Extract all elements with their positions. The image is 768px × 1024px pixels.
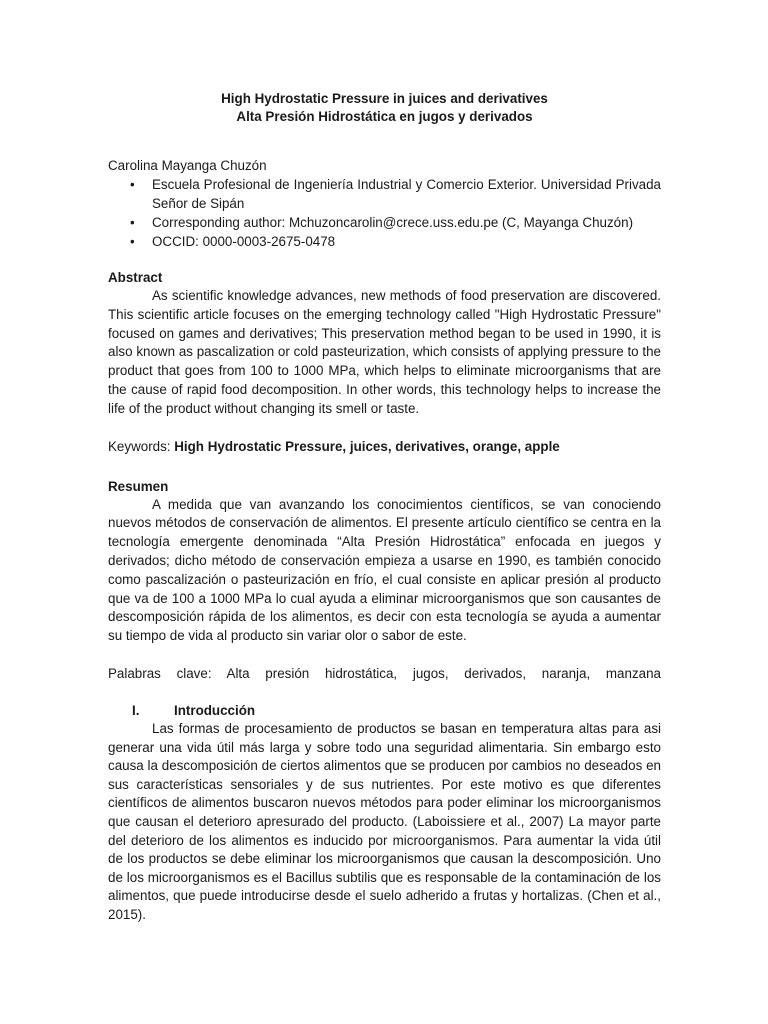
resumen-text: A medida que van avanzando los conocimientos científicos, se van conociendo nuevos métodos de conservación de alimentos. El presente artículo científico se centra en la tecnología emergente denominada “Alta Presión Hidrostática” enfocada en juegos y derivados; dicho método de conservación empieza a usarse en 1990, es también conocido como pascalización o pasteurización en frío, el cual consiste en aplicar presión al producto que va de 100 a 1000 MPa lo cual ayuda a eliminar microorganismos que son causantes de descomposición rápida de los alimentos, es decir con esta tecnología se ayuda a aumentar su tiempo de vida al producto sin variar olor o sabor de este. (108, 496, 661, 644)
section-title: Introducción (174, 702, 256, 718)
palabras-clave-line: Palabras clave: Alta presión hidrostática, jugos, derivados, naranja, manzana (108, 665, 661, 681)
bullet-icon: • (130, 177, 135, 192)
affiliation-text: OCCID: 0000-0003-2675-0478 (152, 234, 336, 249)
section-number: I. (132, 702, 140, 718)
affiliation-item (108, 232, 661, 251)
bullet-icon: • (130, 234, 135, 249)
paper-page (108, 90, 661, 924)
affiliation-text: Corresponding author: Mchuzoncarolin@crece.uss.edu.pe (C, Mayanga Chuzón) (152, 215, 634, 230)
abstract-text: As scientific knowledge advances, new methods of food preservation are discovered. This scientific article focuses on the emerging technology called "High Hydrostatic Pressure" focused on games and derivatives; This preservation method began to be used in 1990, it is also known as pascalization or cold pasteurization, which consists of applying pressure to the product that goes from 100 to 1000 MPa, which helps to eliminate microorganisms that are the cause of rapid food decomposition. In other words, this technology helps to increase the life of the product without changing its smell or taste. (108, 288, 661, 416)
resumen-heading: Resumen (108, 478, 169, 494)
title-english: High Hydrostatic Pressure in juices and derivatives (221, 91, 548, 106)
keywords-value: High Hydrostatic Pressure, juices, derivatives, orange, apple (174, 438, 560, 454)
abstract-heading: Abstract (108, 270, 163, 285)
introduccion-heading (108, 702, 661, 720)
affiliation-list (108, 175, 661, 251)
introduccion-text: Las formas de procesamiento de productos se basan en temperatura altas para asi generar una vida útil más larga y sobre todo una seguridad alimentaria. Sin embargo esto causa la descomposición de ciertos alimentos que se producen por cambios no deseados en sus características sensoriales y de sus nutrientes. Por este motivo es que diferentes científicos de alimentos buscaron nuevos métodos para poder eliminar los microorganismos que causan el deterioro apresurado del producto. (Laboissiere et al., 2007) La mayor parte del deterioro de los alimentos es inducido por microorganismos. Para aumentar la vida útil de los productos se debe eliminar los microorganismos que causan la descomposición. Uno de los microorganismos es el Bacillus subtilis que es responsable de la contaminación de los alimentos, que puede introducirse desde el suelo adherido a frutas y hortalizas. (Chen et al., 2015). (108, 720, 661, 922)
keywords-label: Keywords: (108, 438, 175, 454)
affiliation-item (108, 213, 661, 232)
affiliation-item (108, 175, 661, 213)
keywords-line (108, 438, 661, 456)
bullet-icon: • (130, 215, 135, 230)
title-spanish: Alta Presión Hidrostática en jugos y derivados (236, 109, 533, 124)
affiliation-text: Escuela Profesional de Ingeniería Industrial y Comercio Exterior. Universidad Privada Señor de Sipán (152, 177, 661, 211)
author-name: Carolina Mayanga Chuzón (108, 158, 267, 173)
